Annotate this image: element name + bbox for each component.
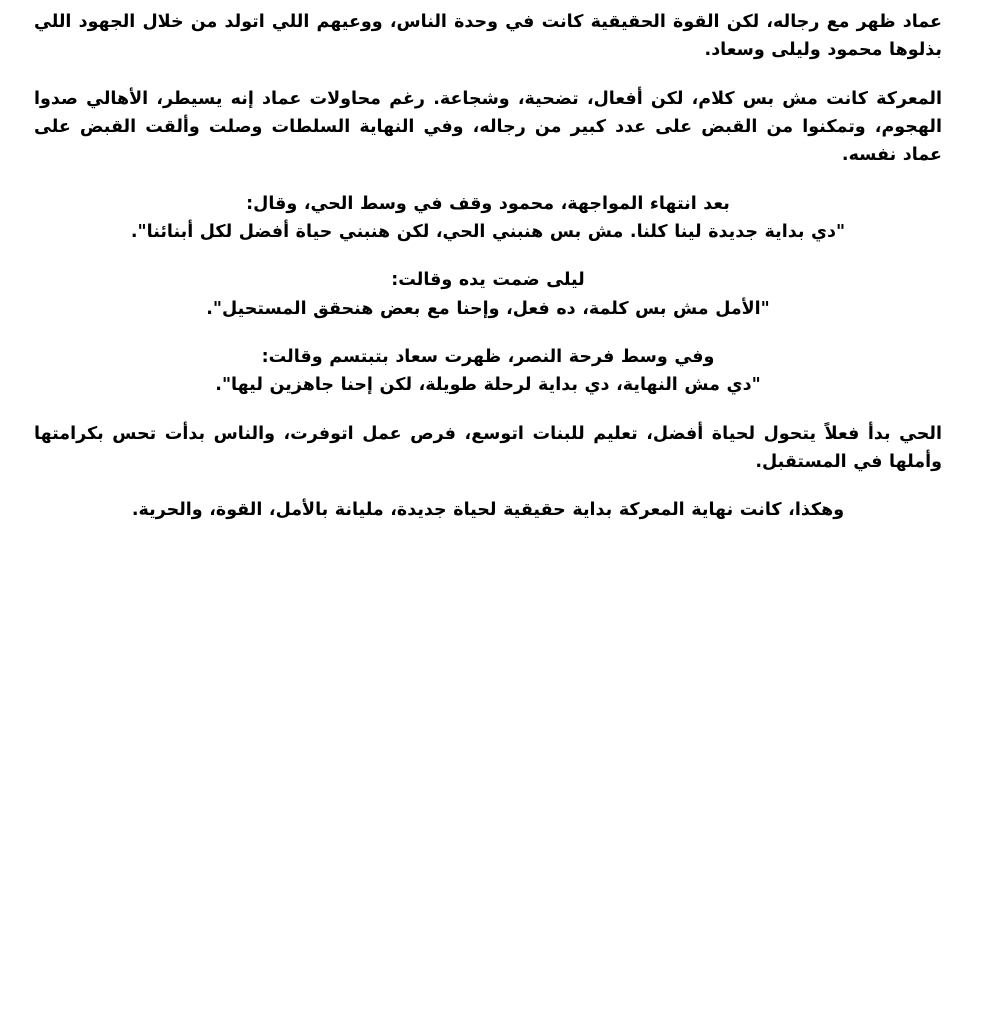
layla-speech-intro-line: ليلى ضمت يده وقالت:	[391, 270, 585, 291]
paragraph-suad-speech	[34, 343, 942, 400]
paragraph-ending: وهكذا، كانت نهاية المعركة بداية حقيقية لحياة جديدة، مليانة بالأمل، القوة، والحرية.	[131, 500, 845, 521]
paragraph-battle-actions: المعركة كانت مش بس كلام، لكن أفعال، تضحية، وشجاعة. رغم محاولات عماد إنه يسيطر، الأهالي صدوا الهجوم، وتمكنوا من القبض على عدد كبير من رجاله، وفي النهاية السلطات وصلت وألقت القبض على عماد نفسه.	[34, 88, 942, 166]
mahmoud-speech-quote-line: "دي بداية جديدة لينا كلنا. مش بس هنبني الحي، لكن هنبني حياة أفضل لكل أبنائنا".	[130, 222, 846, 243]
paragraph-mahmoud-speech	[34, 190, 942, 247]
suad-speech-intro-line: وفي وسط فرحة النصر، ظهرت سعاد بتبتسم وقالت:	[261, 347, 715, 368]
paragraph-neighborhood-change: الحي بدأ فعلاً يتحول لحياة أفضل، تعليم للبنات اتوسع، فرص عمل اتوفرت، والناس بدأت تحس بكرامتها وأملها في المستقبل.	[34, 423, 942, 473]
paragraph-layla-speech	[34, 266, 942, 323]
mahmoud-speech-intro-line: بعد انتهاء المواجهة، محمود وقف في وسط الحي، وقال:	[246, 193, 730, 214]
page-bottom-whitespace	[34, 545, 942, 945]
paragraph-emad-confrontation: عماد ظهر مع رجاله، لكن القوة الحقيقية كانت في وحدة الناس، ووعيهم اللي اتولد من خلال الجهود اللي بذلوها محمود وليلى وسعاد.	[34, 12, 942, 61]
layla-speech-quote-line: "الأمل مش بس كلمة، ده فعل، وإحنا مع بعض هنحقق المستحيل".	[206, 298, 770, 319]
document-body	[34, 8, 942, 945]
suad-speech-quote-line: "دي مش النهاية، دي بداية لرحلة طويلة، لكن إحنا جاهزين ليها".	[215, 375, 761, 396]
